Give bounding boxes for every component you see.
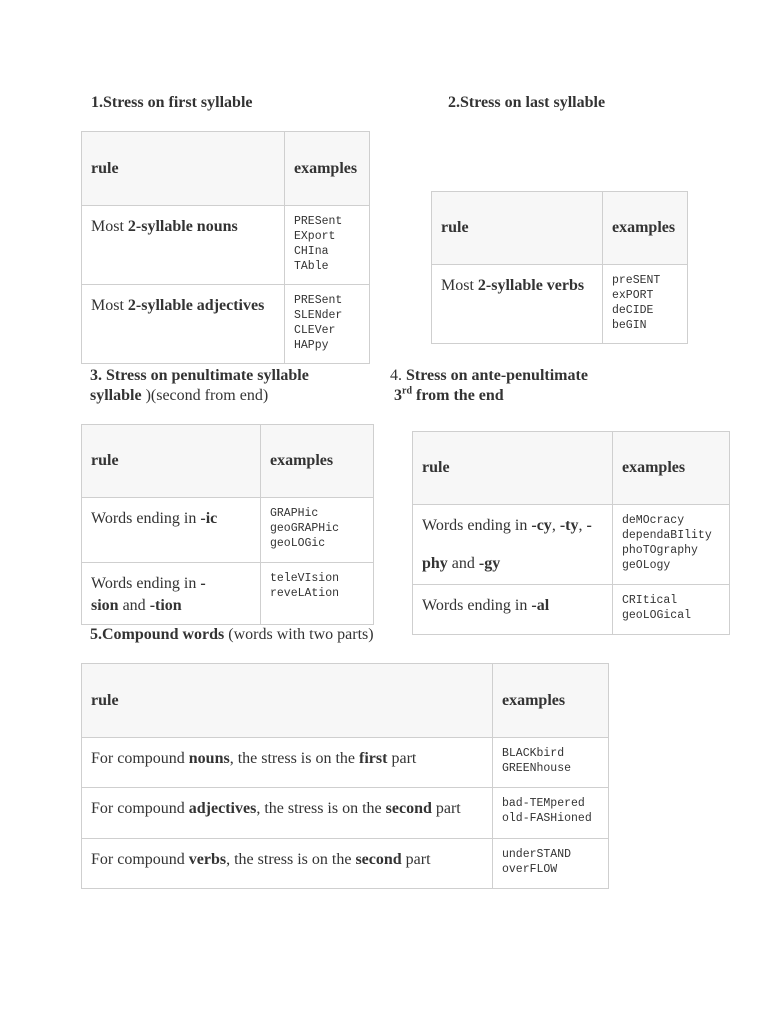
examples-cell: GRAPHic geoGRAPHic geoLOGic <box>261 498 374 563</box>
examples-cell: BLACKbird GREENhouse <box>493 738 609 788</box>
table-row <box>82 206 370 285</box>
rule-cell: For compound adjectives, the stress is on the second part <box>82 788 493 839</box>
examples-cell: deMOcracy dependaBIlity phoTOgraphy geOLogy <box>613 505 730 585</box>
examples-header: examples <box>603 192 688 265</box>
examples-cell: CRItical geoLOGical <box>613 585 730 635</box>
section-2-heading-text: 2.Stress on last syllable <box>448 94 606 111</box>
examples-header: examples <box>261 425 374 498</box>
table-row <box>82 788 609 839</box>
examples-cell: bad-TEMpered old-FASHioned <box>493 788 609 839</box>
examples-cell: PRESent EXport CHIna TAble <box>285 206 370 285</box>
rule-cell: Most 2-syllable verbs <box>432 265 603 344</box>
table-row <box>413 505 730 585</box>
examples-header: examples <box>493 664 609 738</box>
table-penultimate-syllable <box>81 424 374 625</box>
table-first-syllable <box>81 131 370 364</box>
examples-cell: underSTAND overFLOW <box>493 839 609 889</box>
section-3-heading: 3. Stress on penultimate syllable syllable )(second from end) <box>90 367 309 404</box>
rule-header: rule <box>82 425 261 498</box>
rule-cell: Most 2-syllable nouns <box>82 206 285 285</box>
table-row <box>82 498 374 563</box>
section-1-heading <box>91 93 252 113</box>
table-row <box>82 839 609 889</box>
rule-cell: Words ending in -al <box>413 585 613 635</box>
table-ante-penultimate-syllable <box>412 431 730 635</box>
rule-cell: Words ending in - sion and -tion <box>82 563 261 625</box>
examples-cell: preSENT exPORT deCIDE beGIN <box>603 265 688 344</box>
rule-cell: For compound verbs, the stress is on the second part <box>82 839 493 889</box>
examples-header: examples <box>613 432 730 505</box>
table-row <box>82 738 609 788</box>
section-5-heading: 5.Compound words (words with two parts) <box>90 626 374 643</box>
table-compound-words <box>81 663 609 889</box>
table-row <box>82 285 370 364</box>
section-1-heading-text: 1.Stress on first syllable <box>91 94 253 111</box>
section-4-heading: 4. Stress on ante-penultimate 3rd from the end <box>390 367 588 404</box>
rule-cell: Words ending in -ic <box>82 498 261 563</box>
section-2-heading <box>448 93 605 113</box>
table-last-syllable <box>431 191 688 344</box>
rule-cell: For compound nouns, the stress is on the first part <box>82 738 493 788</box>
rule-header: rule <box>82 664 493 738</box>
table-row <box>82 563 374 625</box>
examples-cell: teleVIsion reveLAtion <box>261 563 374 625</box>
examples-header: examples <box>285 132 370 206</box>
rule-header: rule <box>413 432 613 505</box>
rule-header: rule <box>82 132 285 206</box>
table-row <box>432 265 688 344</box>
table-row <box>413 585 730 635</box>
rule-cell: Words ending in -cy, -ty, - phy and -gy <box>413 505 613 585</box>
rule-cell: Most 2-syllable adjectives <box>82 285 285 364</box>
rule-header: rule <box>432 192 603 265</box>
examples-cell: PRESent SLENder CLEVer HAPpy <box>285 285 370 364</box>
